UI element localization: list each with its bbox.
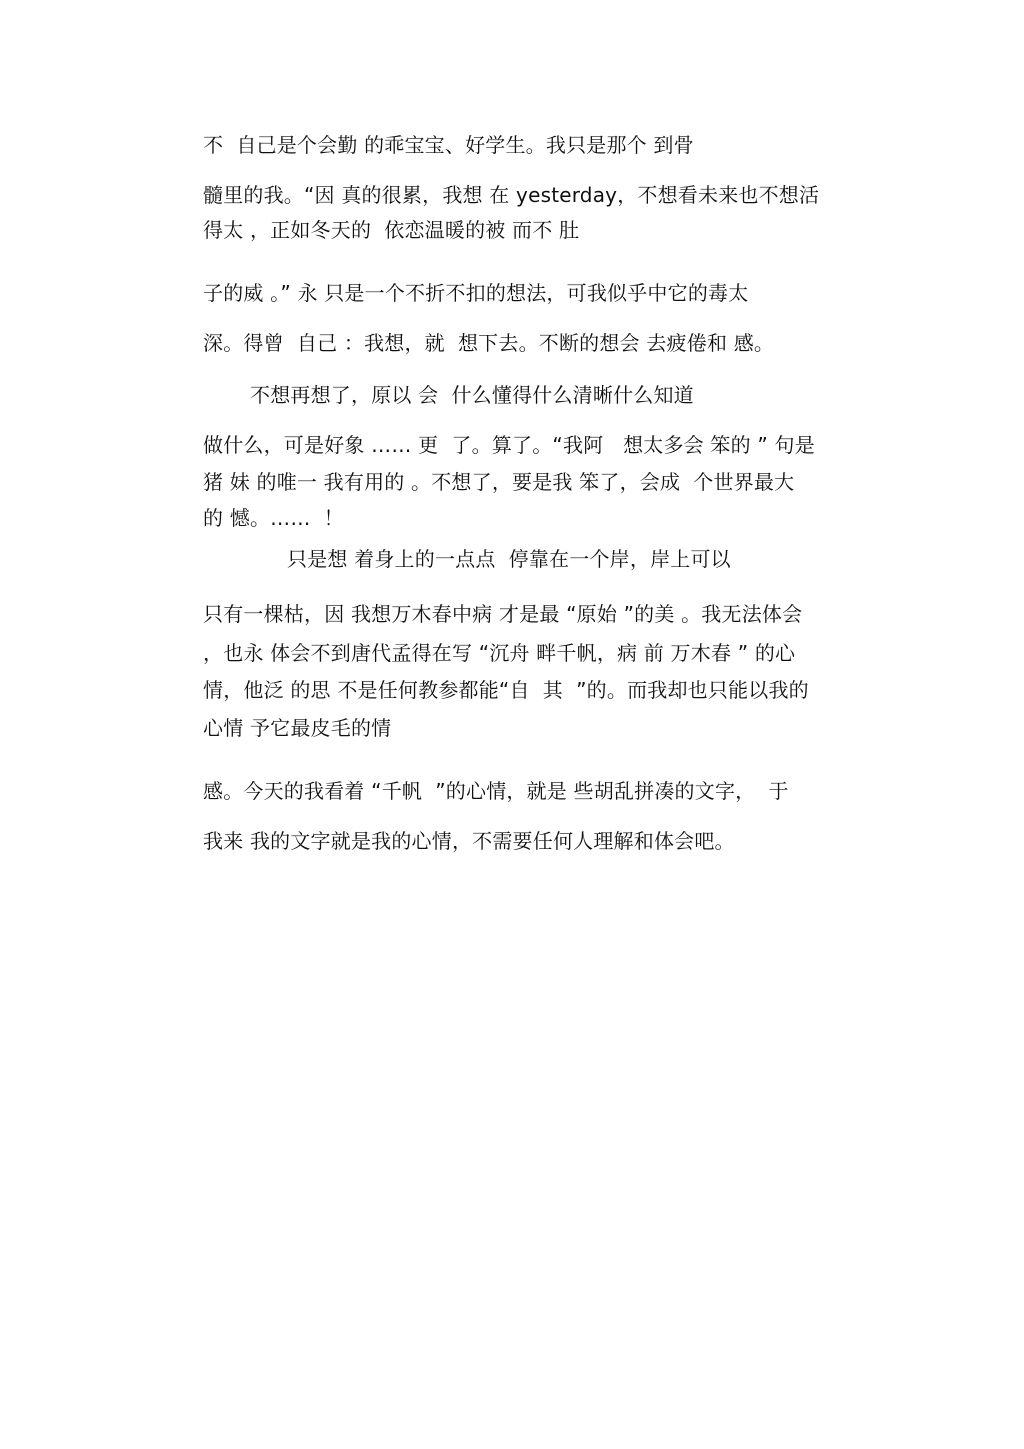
text-line: 深。得曾 自己 ：我想，就 想下去。不断的想会 去疲倦和 感。 <box>203 331 775 355</box>
text-line: ，也永 体会不到唐代孟得在写 “沉舟 畔千帆，病 前 万木春 ” 的心 <box>203 641 796 665</box>
text-line: 心情 予它最皮毛的情 <box>203 716 392 740</box>
text-line: 只有一棵枯，因 我想万木春中病 才是最 “原始 ”的美 。我无法体会 <box>203 602 803 626</box>
text-line: 做什么，可是好象 …… 更 了。算了。“我阿 想太多会 笨的 ” 句是 <box>203 433 815 457</box>
text-line: 情，他泛 的思 不是任何教参都能“自 其 ”的。而我却也只能以我的 <box>203 678 809 702</box>
text-line: 的 憾。…… ！ <box>203 506 344 530</box>
text-line: 感。今天的我看着 “千帆 ”的心情，就是 些胡乱拼凑的文字， 于 <box>203 779 789 803</box>
text-line: 只是想 着身上的一点点 停靠在一个岸，岸上可以 <box>287 547 731 571</box>
text-line: 髓里的我。“因 真的很累，我想 在 yesterday，不想看未来也不想活 <box>203 183 820 207</box>
text-line: 子的威 。” 永 只是一个不折不扣的想法，可我似乎中它的毒太 <box>203 281 749 305</box>
text-line: 得太 ，正如冬天的 依恋温暖的被 而不 肚 <box>203 218 580 242</box>
text-line: 不想再想了，原以 会 什么懂得什么清晰什么知道 <box>250 383 694 407</box>
text-line: 我来 我的文字就是我的心情，不需要任何人理解和体会吧。 <box>203 829 735 853</box>
text-line: 猪 妹 的唯一 我有用的 。不想了，要是我 笨了，会成 个世界最大 <box>203 470 795 494</box>
text-line: 不 自己是个会勤 的乖宝宝、好学生。我只是那个 到骨 <box>203 133 694 157</box>
